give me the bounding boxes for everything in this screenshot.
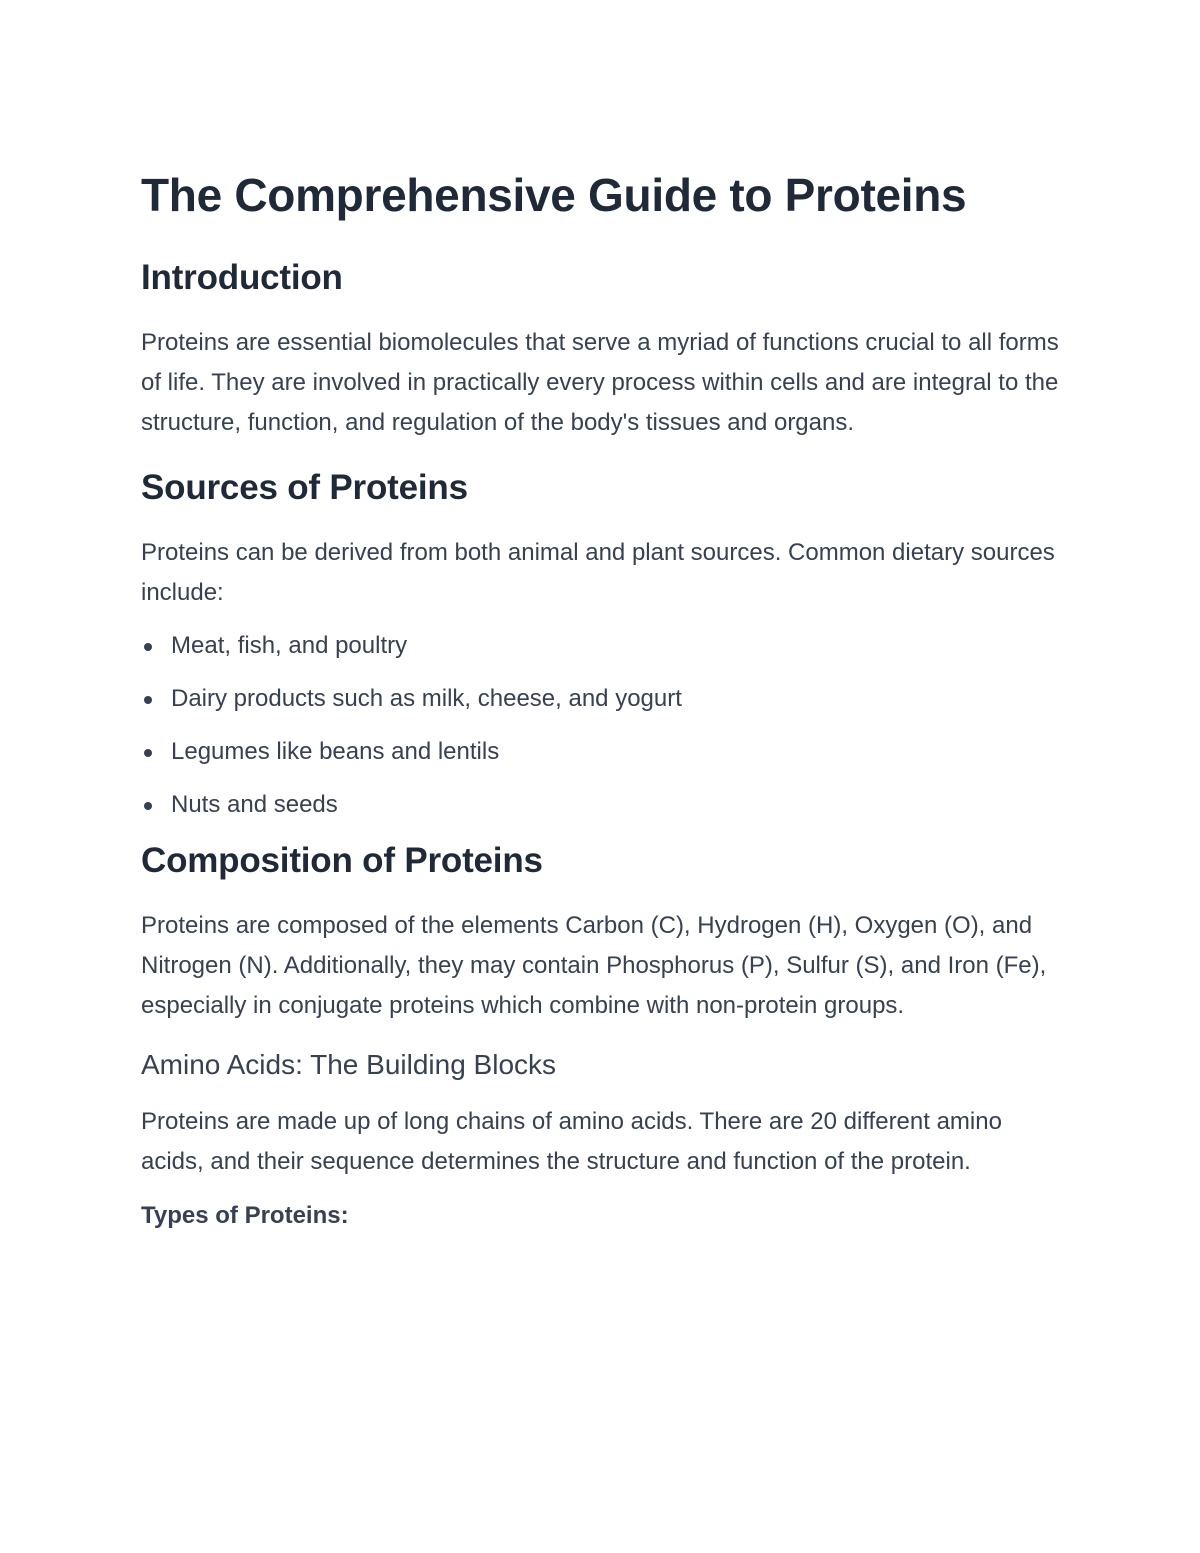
amino-acids-paragraph: Proteins are made up of long chains of amino acids. There are 20 different amino acids, and their sequence determines the structure and function of the protein. [141,1108,1002,1175]
amino-acids-heading: Amino Acids: The Building Blocks [141,1049,557,1080]
list-item-text: Legumes like beans and lentils [171,738,500,765]
introduction-paragraph: Proteins are essential biomolecules that serve a myriad of functions crucial to all forms of life. They are involved in practically every process within cells and are integral to the structure, function, and regulation of the body's tissues and organs. [141,329,1059,436]
list-item [141,732,1061,772]
list-item [141,626,1061,666]
list-item [141,785,1061,825]
bullet-icon [144,749,152,757]
list-item-text: Nuts and seeds [171,791,338,818]
bullet-icon [144,802,152,810]
document-title: The Comprehensive Guide to Proteins [141,169,967,221]
composition-heading: Composition of Proteins [141,841,543,880]
list-item [141,679,1061,719]
types-label: Types of Proteins: [141,1202,349,1229]
bullet-icon [144,643,152,651]
composition-paragraph: Proteins are composed of the elements Carbon (C), Hydrogen (H), Oxygen (O), and Nitrogen (N). Additionally, they may contain Phosphorus (P), Sulfur (S), and Iron (Fe), especially in conjugate proteins which combine with non-protein groups. [141,912,1047,1019]
list-item-text: Meat, fish, and poultry [171,632,408,659]
introduction-heading: Introduction [141,258,343,297]
sources-paragraph: Proteins can be derived from both animal and plant sources. Common dietary sources include: [141,539,1055,606]
document-page [141,165,1061,1236]
list-item-text: Dairy products such as milk, cheese, and yogurt [171,685,682,712]
sources-list [141,626,1061,825]
sources-heading: Sources of Proteins [141,468,468,507]
bullet-icon [144,696,152,704]
